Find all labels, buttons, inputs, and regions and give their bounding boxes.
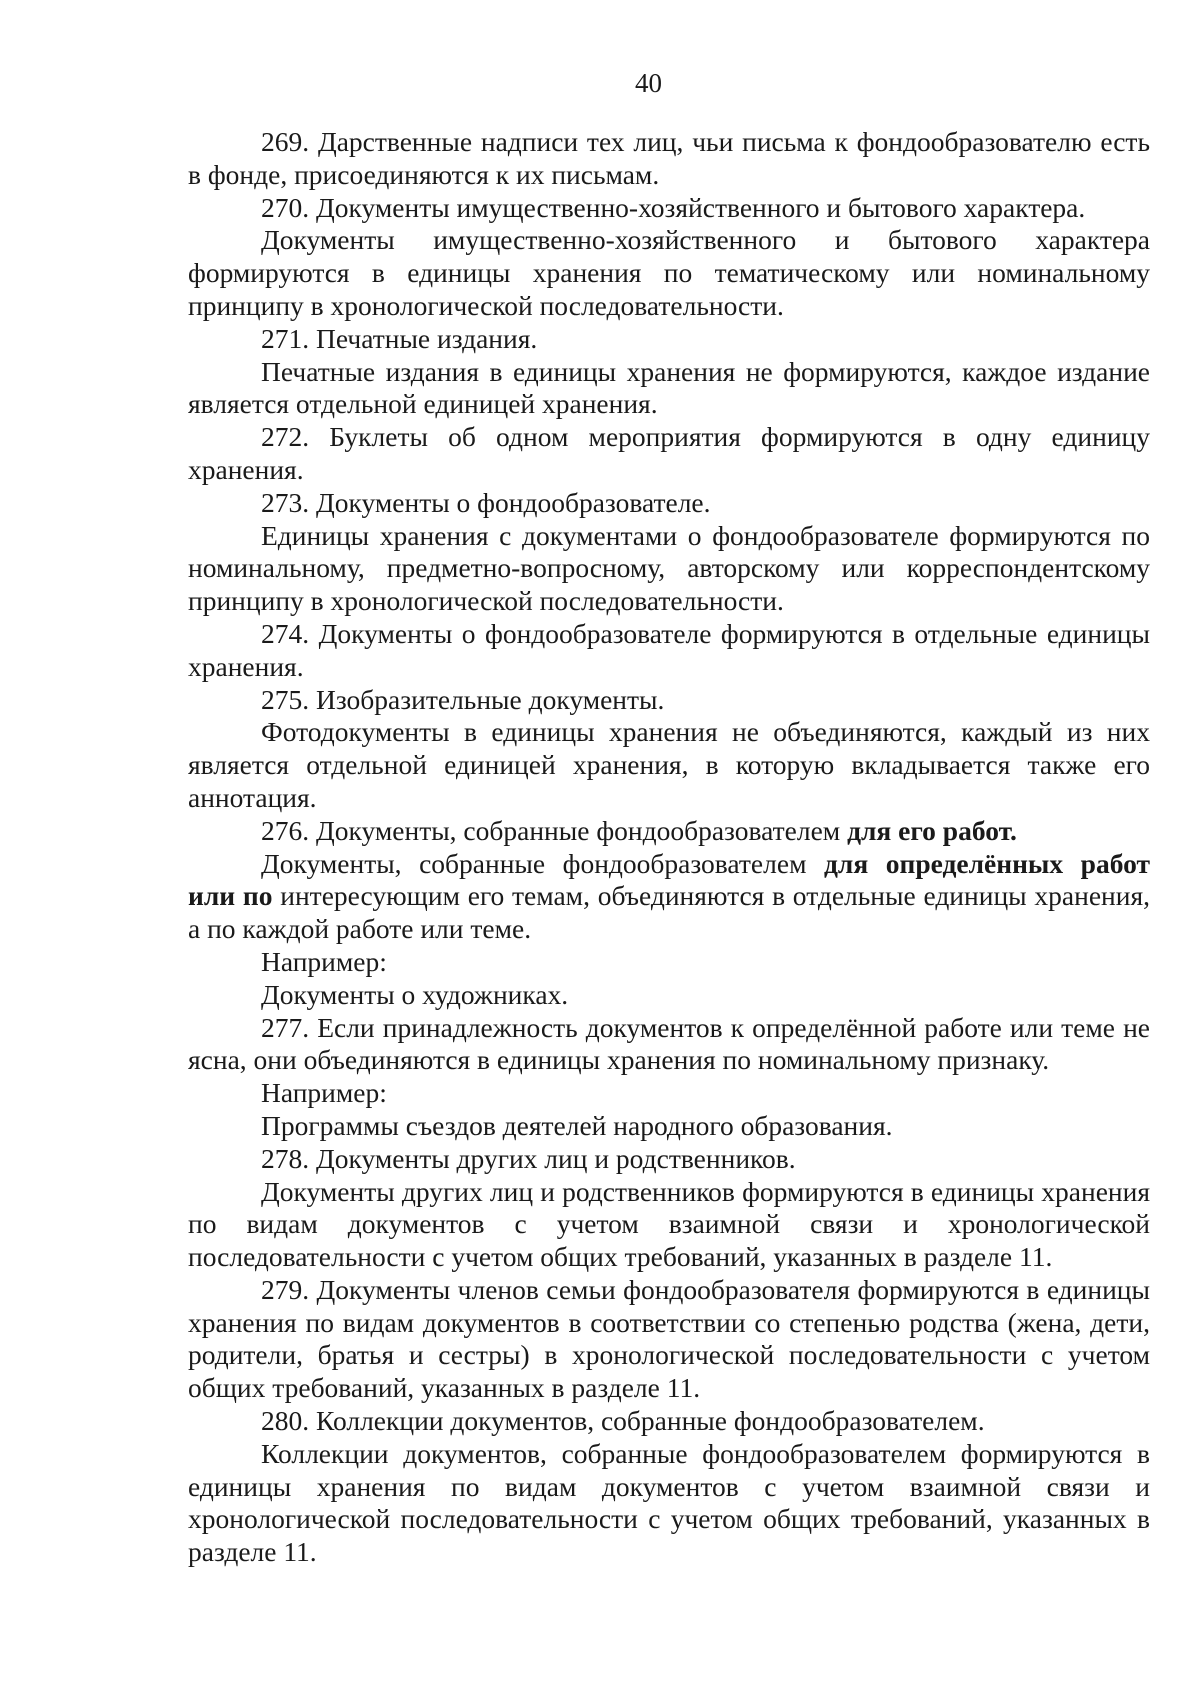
paragraph-278: 278. Документы других лиц и родственников.	[261, 1142, 796, 1174]
example-text-2: Программы съездов деятелей народного образования.	[261, 1109, 893, 1141]
paragraph-276-bold: для его работ.	[847, 814, 1017, 846]
paragraph-275-text: Фотодокументы в единицы хранения не объединяются, каждый из них является отдельной единицей хранения, в которую вкладывается также его аннотация.	[188, 716, 1150, 813]
paragraph-276	[188, 815, 1150, 848]
paragraph-276-text-plain-2: интересующим его темам, объединяются в отдельные единицы хранения, а по каждой работе или теме.	[188, 880, 1150, 945]
paragraph-270-text: Документы имущественно-хозяйственного и бытового характера формируются в единицы хранения по тематическому или номинальному принципу в хронологической последовательности.	[188, 224, 1150, 321]
paragraph-275: 275. Изобразительные документы.	[261, 683, 665, 715]
document-body	[188, 126, 1150, 1569]
paragraph-269: 269. Дарственные надписи тех лиц, чьи письма к фондообразователю есть в фонде, присоединяются к их письмам.	[188, 126, 1150, 190]
paragraph-280: 280. Коллекции документов, собранные фондообразователем.	[261, 1405, 985, 1437]
paragraph-276-plain: 276. Документы, собранные фондообразователем	[261, 814, 848, 846]
paragraph-279: 279. Документы членов семьи фондообразователя формируются в единицы хранения по видам документов в соответствии со степенью родства (жена, дети, родители, братья и сестры) в хронологической последовательности с учетом общих требований, указанных в разделе 11.	[188, 1273, 1150, 1404]
paragraph-273: 273. Документы о фондообразователе.	[261, 486, 711, 518]
paragraph-276-text-plain-1: Документы, собранные фондообразователем	[261, 847, 824, 879]
example-label-1: Например:	[261, 945, 387, 977]
paragraph-271: 271. Печатные издания.	[261, 322, 538, 354]
paragraph-276-text	[188, 848, 1150, 946]
paragraph-270: 270. Документы имущественно-хозяйственного и бытового характера.	[261, 191, 1086, 223]
paragraph-276-text-bold: для определённых работ или по	[188, 847, 1150, 912]
paragraph-274: 274. Документы о фондообразователе формируются в отдельные единицы хранения.	[188, 617, 1150, 682]
paragraph-277: 277. Если принадлежность документов к определённой работе или теме не ясна, они объединяются в единицы хранения по номинальному признаку.	[188, 1011, 1150, 1076]
paragraph-273-text: Единицы хранения с документами о фондообразователе формируются по номинальному, предметно-вопросному, авторскому или корреспондентскому принципу в хронологической последовательности.	[188, 519, 1150, 617]
page-number: 40	[635, 68, 662, 98]
example-text-1: Документы о художниках.	[261, 978, 569, 1010]
paragraph-272: 272. Буклеты об одном мероприятия формируются в одну единицу хранения.	[188, 421, 1150, 485]
paragraph-271-text: Печатные издания в единицы хранения не формируются, каждое издание является отдельной единицей хранения.	[188, 355, 1150, 420]
paragraph-278-text: Документы других лиц и родственников формируются в единицы хранения по видам документов с учетом взаимной связи и хронологической последовательности с учетом общих требований, указанных в разделе 11.	[188, 1175, 1150, 1273]
paragraph-280-text: Коллекции документов, собранные фондообразователем формируются в единицы хранения по видам документов с учетом взаимной связи и хронологической последовательности с учетом общих требований, указанных в разделе 11.	[188, 1437, 1150, 1568]
example-label-2: Например:	[261, 1077, 387, 1109]
